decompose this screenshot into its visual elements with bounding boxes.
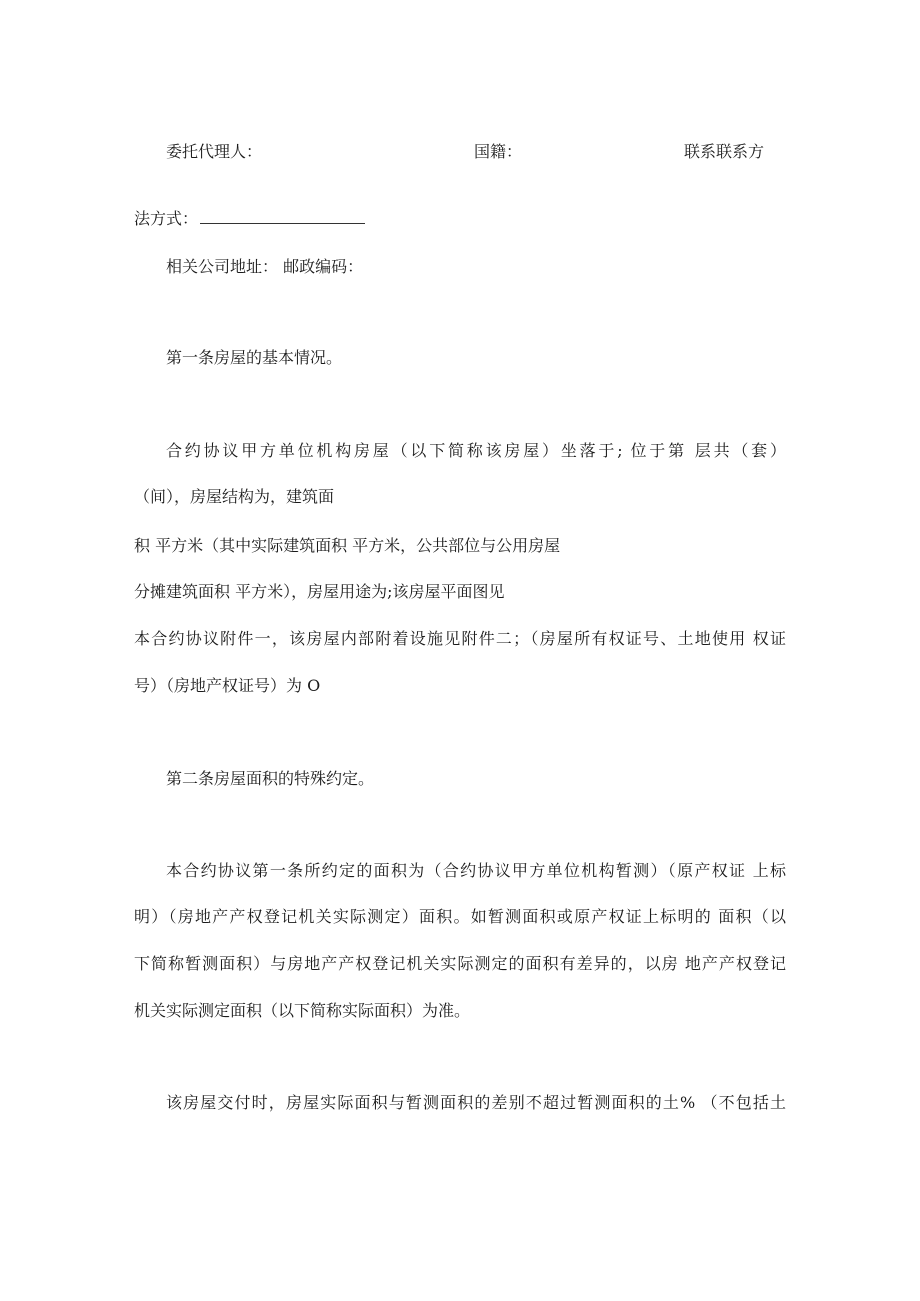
- article2-para1-line-2: 明）（房地产产权登记机关实际测定）面积。如暂测面积或原产权证上标明的 面积（以: [134, 907, 786, 926]
- article1-line-2: （间），房屋结构为，建筑面: [134, 487, 335, 506]
- article1-line-4: 分摊建筑面积 平方米），房屋用途为;该房屋平面图见: [134, 582, 505, 601]
- nationality-label: 国籍：: [474, 142, 523, 161]
- article1-line-1: 合约协议甲方单位机构房屋（以下简称该房屋）坐落于; 位于第 层共（套）: [166, 441, 786, 460]
- article1-line-6: 号）（房地产权证号）为 O: [134, 676, 321, 695]
- contact-label-part2: 法方式：: [134, 209, 199, 228]
- agent-label: 委托代理人：: [166, 142, 263, 161]
- article2-para1-line-1: 本合约协议第一条所约定的面积为（合约协议甲方单位机构暂测）（原产权证 上标: [166, 861, 786, 880]
- article2-para2-line-1: 该房屋交付时，房屋实际面积与暂测面积的差别不超过暂测面积的土% （不包括土: [166, 1093, 786, 1112]
- article1-heading: 第一条房屋的基本情况。: [166, 348, 343, 367]
- address-line: 相关公司地址： 邮政编码：: [166, 257, 364, 276]
- article1-line-3: 积 平方米（其中实际建筑面积 平方米，公共部位与公用房屋: [134, 536, 561, 555]
- contact-method-row: [134, 208, 365, 230]
- article2-para1-line-4: 机关实际测定面积（以下简称实际面积）为准。: [134, 1001, 471, 1020]
- article2-heading: 第二条房屋面积的特殊约定。: [166, 769, 375, 788]
- contact-blank-underline: [200, 209, 365, 224]
- contact-label-part1: 联系联系方: [684, 142, 765, 161]
- article2-para1-line-3: 下简称暂测面积）与房地产产权登记机关实际测定的面积有差异的，以房 地产产权登记: [134, 954, 786, 973]
- article1-line-5: 本合约协议附件一，该房屋内部附着设施见附件二；（房屋所有权证号、土地使用 权证: [134, 629, 786, 648]
